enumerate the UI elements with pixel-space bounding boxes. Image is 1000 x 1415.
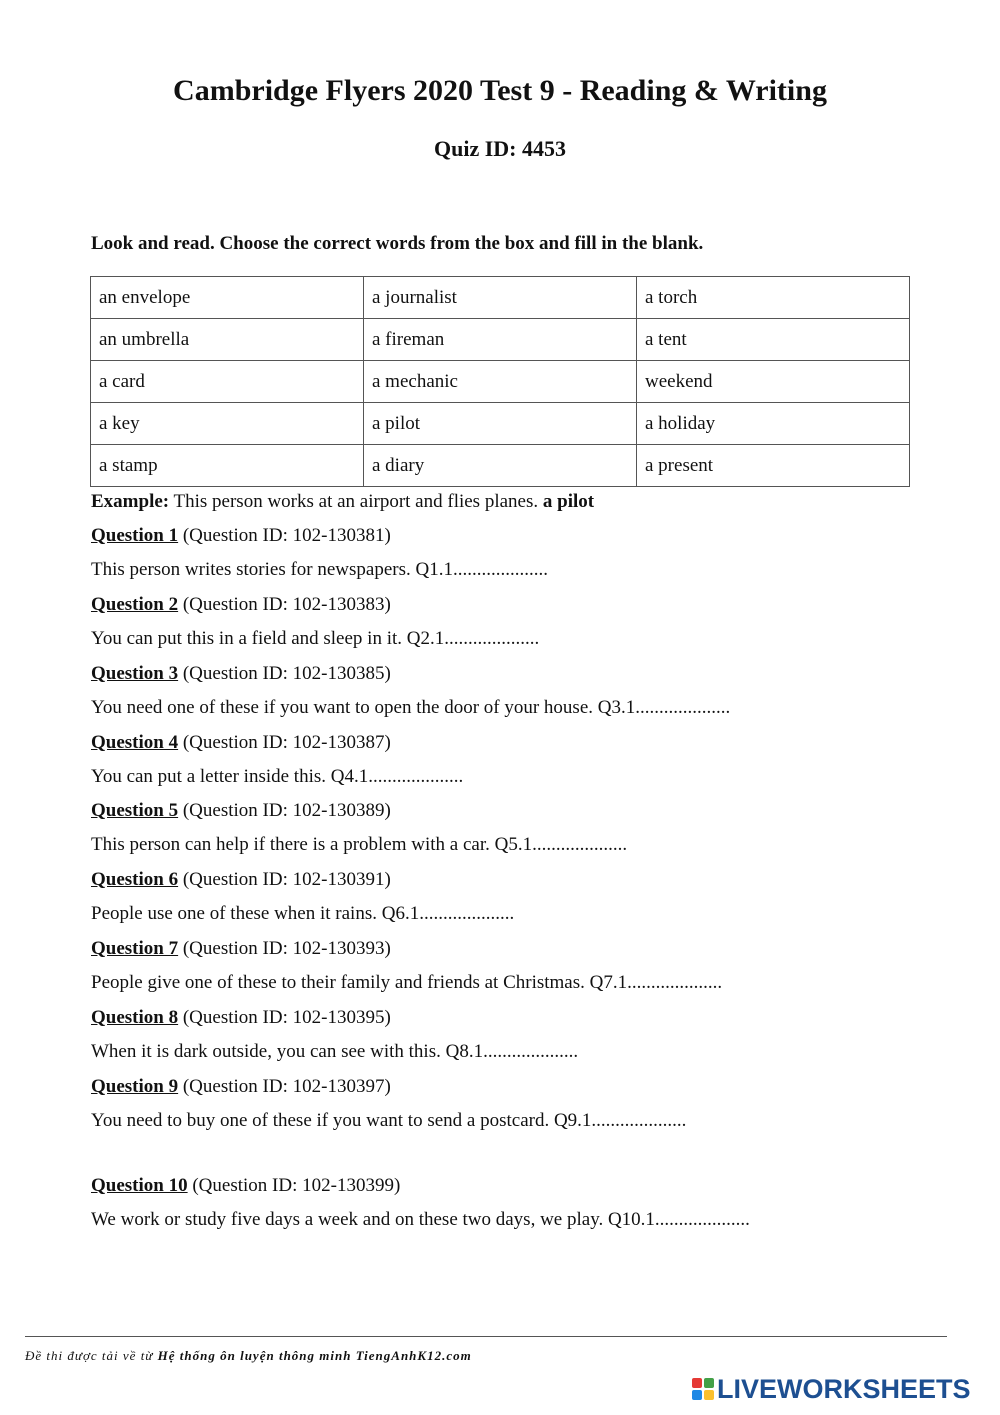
question-heading [91,1175,971,1197]
word-box-cell: a stamp [91,445,364,487]
example-text: This person works at an airport and flies planes. [169,491,543,512]
word-box-cell: weekend [637,361,910,403]
question-text: People give one of these to their family and friends at Christmas. Q7.1.................... [91,972,723,993]
question-heading [91,869,971,891]
word-box-cell: a torch [637,277,910,319]
question-id: (Question ID: 102-130389) [178,800,391,821]
question-text: You need one of these if you want to open the door of your house. Q3.1.................... [91,697,731,718]
footer-divider [25,1336,947,1337]
question-label: Question 5 [91,800,179,821]
question-label: Question 7 [91,938,179,959]
question-id: (Question ID: 102-130393) [178,938,391,959]
word-box-cell: a holiday [637,403,910,445]
question-label: Question 3 [91,663,179,684]
word-box-cell: a journalist [364,277,637,319]
question-id: (Question ID: 102-130397) [178,1076,391,1097]
question-label: Question 1 [91,525,179,546]
question-heading [91,938,971,960]
question-label: Question 10 [91,1175,188,1196]
question-text: We work or study five days a week and on these two days, we play. Q10.1.................... [91,1209,750,1230]
question-text: This person can help if there is a problem with a car. Q5.1.................... [91,834,628,855]
question-heading [91,800,971,822]
liveworksheets-wordmark: LIVEWORKSHEETS [717,1373,971,1404]
word-box-cell: a diary [364,445,637,487]
question-text: You can put this in a field and sleep in it. Q2.1.................... [91,628,540,649]
word-box-cell: a pilot [364,403,637,445]
word-box-row [91,445,910,487]
question-text: You need to buy one of these if you want to send a postcard. Q9.1.................... [91,1110,687,1131]
footer-prefix: Đề thi được tải về từ [25,1348,158,1363]
logo-square [704,1378,714,1388]
question-id: (Question ID: 102-130399) [187,1175,401,1196]
page-title: Cambridge Flyers 2020 Test 9 - Reading & Writing [173,74,827,107]
question-id: (Question ID: 102-130385) [178,663,391,684]
word-box-row [91,277,910,319]
question-label: Question 4 [91,732,179,753]
question-label: Question 6 [91,869,179,890]
liveworksheets-logo-icon [692,1378,714,1400]
word-box-row [91,361,910,403]
logo-square [704,1390,714,1400]
word-box-cell: an umbrella [91,319,364,361]
question-text: This person writes stories for newspapers. Q1.1.................... [91,559,548,580]
question-label: Question 2 [91,594,179,615]
instruction-text: Look and read. Choose the correct words from the box and fill in the blank. [91,233,704,254]
footer-source [25,1348,472,1364]
word-box-cell: a tent [637,319,910,361]
logo-square [692,1390,702,1400]
question-heading [91,732,971,754]
example-label: Example: [91,491,170,512]
question-label: Question 8 [91,1007,179,1028]
question-heading [91,1076,971,1098]
word-box-cell: a present [637,445,910,487]
word-box-table [90,276,910,487]
footer-site: Hệ thống ôn luyện thông minh TiengAnhK12.com [157,1348,472,1363]
word-box-row [91,403,910,445]
logo-square [692,1378,702,1388]
question-heading [91,1007,971,1029]
question-text: People use one of these when it rains. Q6.1.................... [91,903,515,924]
question-label: Question 9 [91,1076,179,1097]
word-box-cell: a mechanic [364,361,637,403]
question-text: When it is dark outside, you can see with this. Q8.1.................... [91,1041,579,1062]
question-text: You can put a letter inside this. Q4.1.................... [91,766,464,787]
question-id: (Question ID: 102-130381) [178,525,391,546]
question-id: (Question ID: 102-130391) [178,869,391,890]
word-box-cell: a key [91,403,364,445]
word-box-cell: an envelope [91,277,364,319]
liveworksheets-logo [692,1374,971,1404]
example-answer: a pilot [542,491,595,512]
word-box-cell: a card [91,361,364,403]
quiz-id: Quiz ID: 4453 [434,136,566,161]
word-box-cell: a fireman [364,319,637,361]
example-line [91,491,971,513]
question-id: (Question ID: 102-130383) [178,594,391,615]
word-box-row [91,319,910,361]
question-heading [91,663,971,685]
question-id: (Question ID: 102-130395) [178,1007,391,1028]
question-id: (Question ID: 102-130387) [178,732,391,753]
question-heading [91,594,971,616]
question-heading [91,525,971,547]
